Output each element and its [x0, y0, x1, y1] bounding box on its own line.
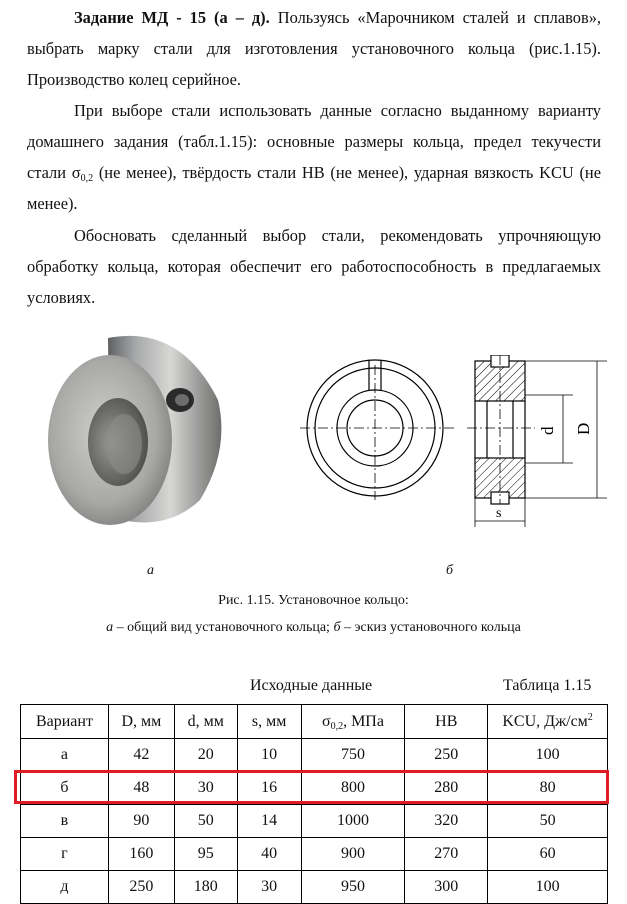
cell-variant: б — [21, 772, 109, 805]
cell-sigma: 900 — [301, 838, 405, 871]
header-variant: Вариант — [21, 705, 109, 739]
dim-d-label: d — [538, 426, 557, 435]
task-text-2b: (не менее), твёрдость стали HB (не менее), ударная вязкость KCU (не менее). — [27, 163, 601, 213]
cell-s: 16 — [237, 772, 301, 805]
cell-d: 30 — [174, 772, 237, 805]
task-text-1: Пользуясь «Марочником сталей и сплавов», выбрать марку стали для изготовления установочного кольца (рис.1.15). Производство колец серийное. — [27, 8, 601, 89]
header-kcu: KCU, $Дж/см^2$ — [488, 705, 608, 739]
cell-s: 40 — [237, 838, 301, 871]
header-hb: HB — [405, 705, 488, 739]
cell-D: 48 — [108, 772, 174, 805]
cell-s: 10 — [237, 739, 301, 772]
cell-sigma: 950 — [301, 871, 405, 904]
dim-s-label: s — [496, 506, 502, 521]
cell-kcu: 60 — [488, 838, 608, 871]
cell-hb: 280 — [405, 772, 488, 805]
cell-kcu: 80 — [488, 772, 608, 805]
task-text-3: Обосновать сделанный выбор стали, рекомендовать упрочняющую обработку кольца, которая обеспечит его работоспособность в предлагаемых условиях. — [27, 226, 601, 307]
cell-kcu: 100 — [488, 739, 608, 772]
cell-d: 20 — [174, 739, 237, 772]
cell-sigma: 750 — [301, 739, 405, 772]
cell-D: 160 — [108, 838, 174, 871]
cell-d: 95 — [174, 838, 237, 871]
cell-hb: 250 — [405, 739, 488, 772]
table-title: Исходные данные — [250, 677, 373, 694]
figure-label-a: а — [147, 563, 154, 578]
cell-kcu: 50 — [488, 805, 608, 838]
cell-sigma: 1000 — [301, 805, 405, 838]
header-sigma: $\sigma_{0,2}$, МПа — [301, 705, 405, 739]
collar-sketch — [295, 355, 615, 535]
task-text-2a: При выборе стали использовать данные согласно выданному варианту домашнего задания (табл.1.15): основные размеры кольца, предел текучести стали σ — [27, 101, 601, 182]
task-title: Задание МД - 15 (а – д). — [74, 8, 270, 27]
table-row — [21, 871, 608, 904]
cell-d: 180 — [174, 871, 237, 904]
cell-variant: в — [21, 805, 109, 838]
row-highlight-frame — [14, 770, 609, 804]
table-number: Таблица 1.15 — [503, 677, 592, 694]
task-paragraph-2 — [27, 95, 601, 219]
cell-variant: д — [21, 871, 109, 904]
cell-s: 14 — [237, 805, 301, 838]
collar-photo — [40, 330, 240, 535]
cell-d: 50 — [174, 805, 237, 838]
table-row — [21, 805, 608, 838]
table-header-row — [21, 705, 608, 739]
cell-hb: 300 — [405, 871, 488, 904]
cell-variant: г — [21, 838, 109, 871]
data-table — [20, 704, 608, 904]
caption-a-mark: а — [106, 620, 114, 635]
cell-variant: а — [21, 739, 109, 772]
caption-b-mark: б — [333, 620, 341, 635]
figure-caption-1: Рис. 1.15. Установочное кольцо: — [218, 593, 409, 608]
task-paragraph-3 — [27, 220, 601, 313]
header-D: D, мм — [108, 705, 174, 739]
table-row — [21, 838, 608, 871]
dim-D-label: D — [574, 422, 593, 435]
figure-caption-2 — [0, 620, 627, 636]
cell-D: 42 — [108, 739, 174, 772]
cell-s: 30 — [237, 871, 301, 904]
task-paragraph-1 — [27, 2, 601, 95]
table-row — [21, 739, 608, 772]
cell-D: 250 — [108, 871, 174, 904]
header-d: d, мм — [174, 705, 237, 739]
caption-b-text: – эскиз установочного кольца — [344, 620, 521, 635]
cell-kcu: 100 — [488, 871, 608, 904]
cell-hb: 270 — [405, 838, 488, 871]
cell-hb: 320 — [405, 805, 488, 838]
caption-a-text: – общий вид установочного кольца; — [116, 620, 330, 635]
figure-label-b: б — [446, 563, 454, 578]
sigma-subscript: 0,2 — [80, 173, 94, 184]
cell-sigma: 800 — [301, 772, 405, 805]
cell-D: 90 — [108, 805, 174, 838]
header-s: s, мм — [237, 705, 301, 739]
